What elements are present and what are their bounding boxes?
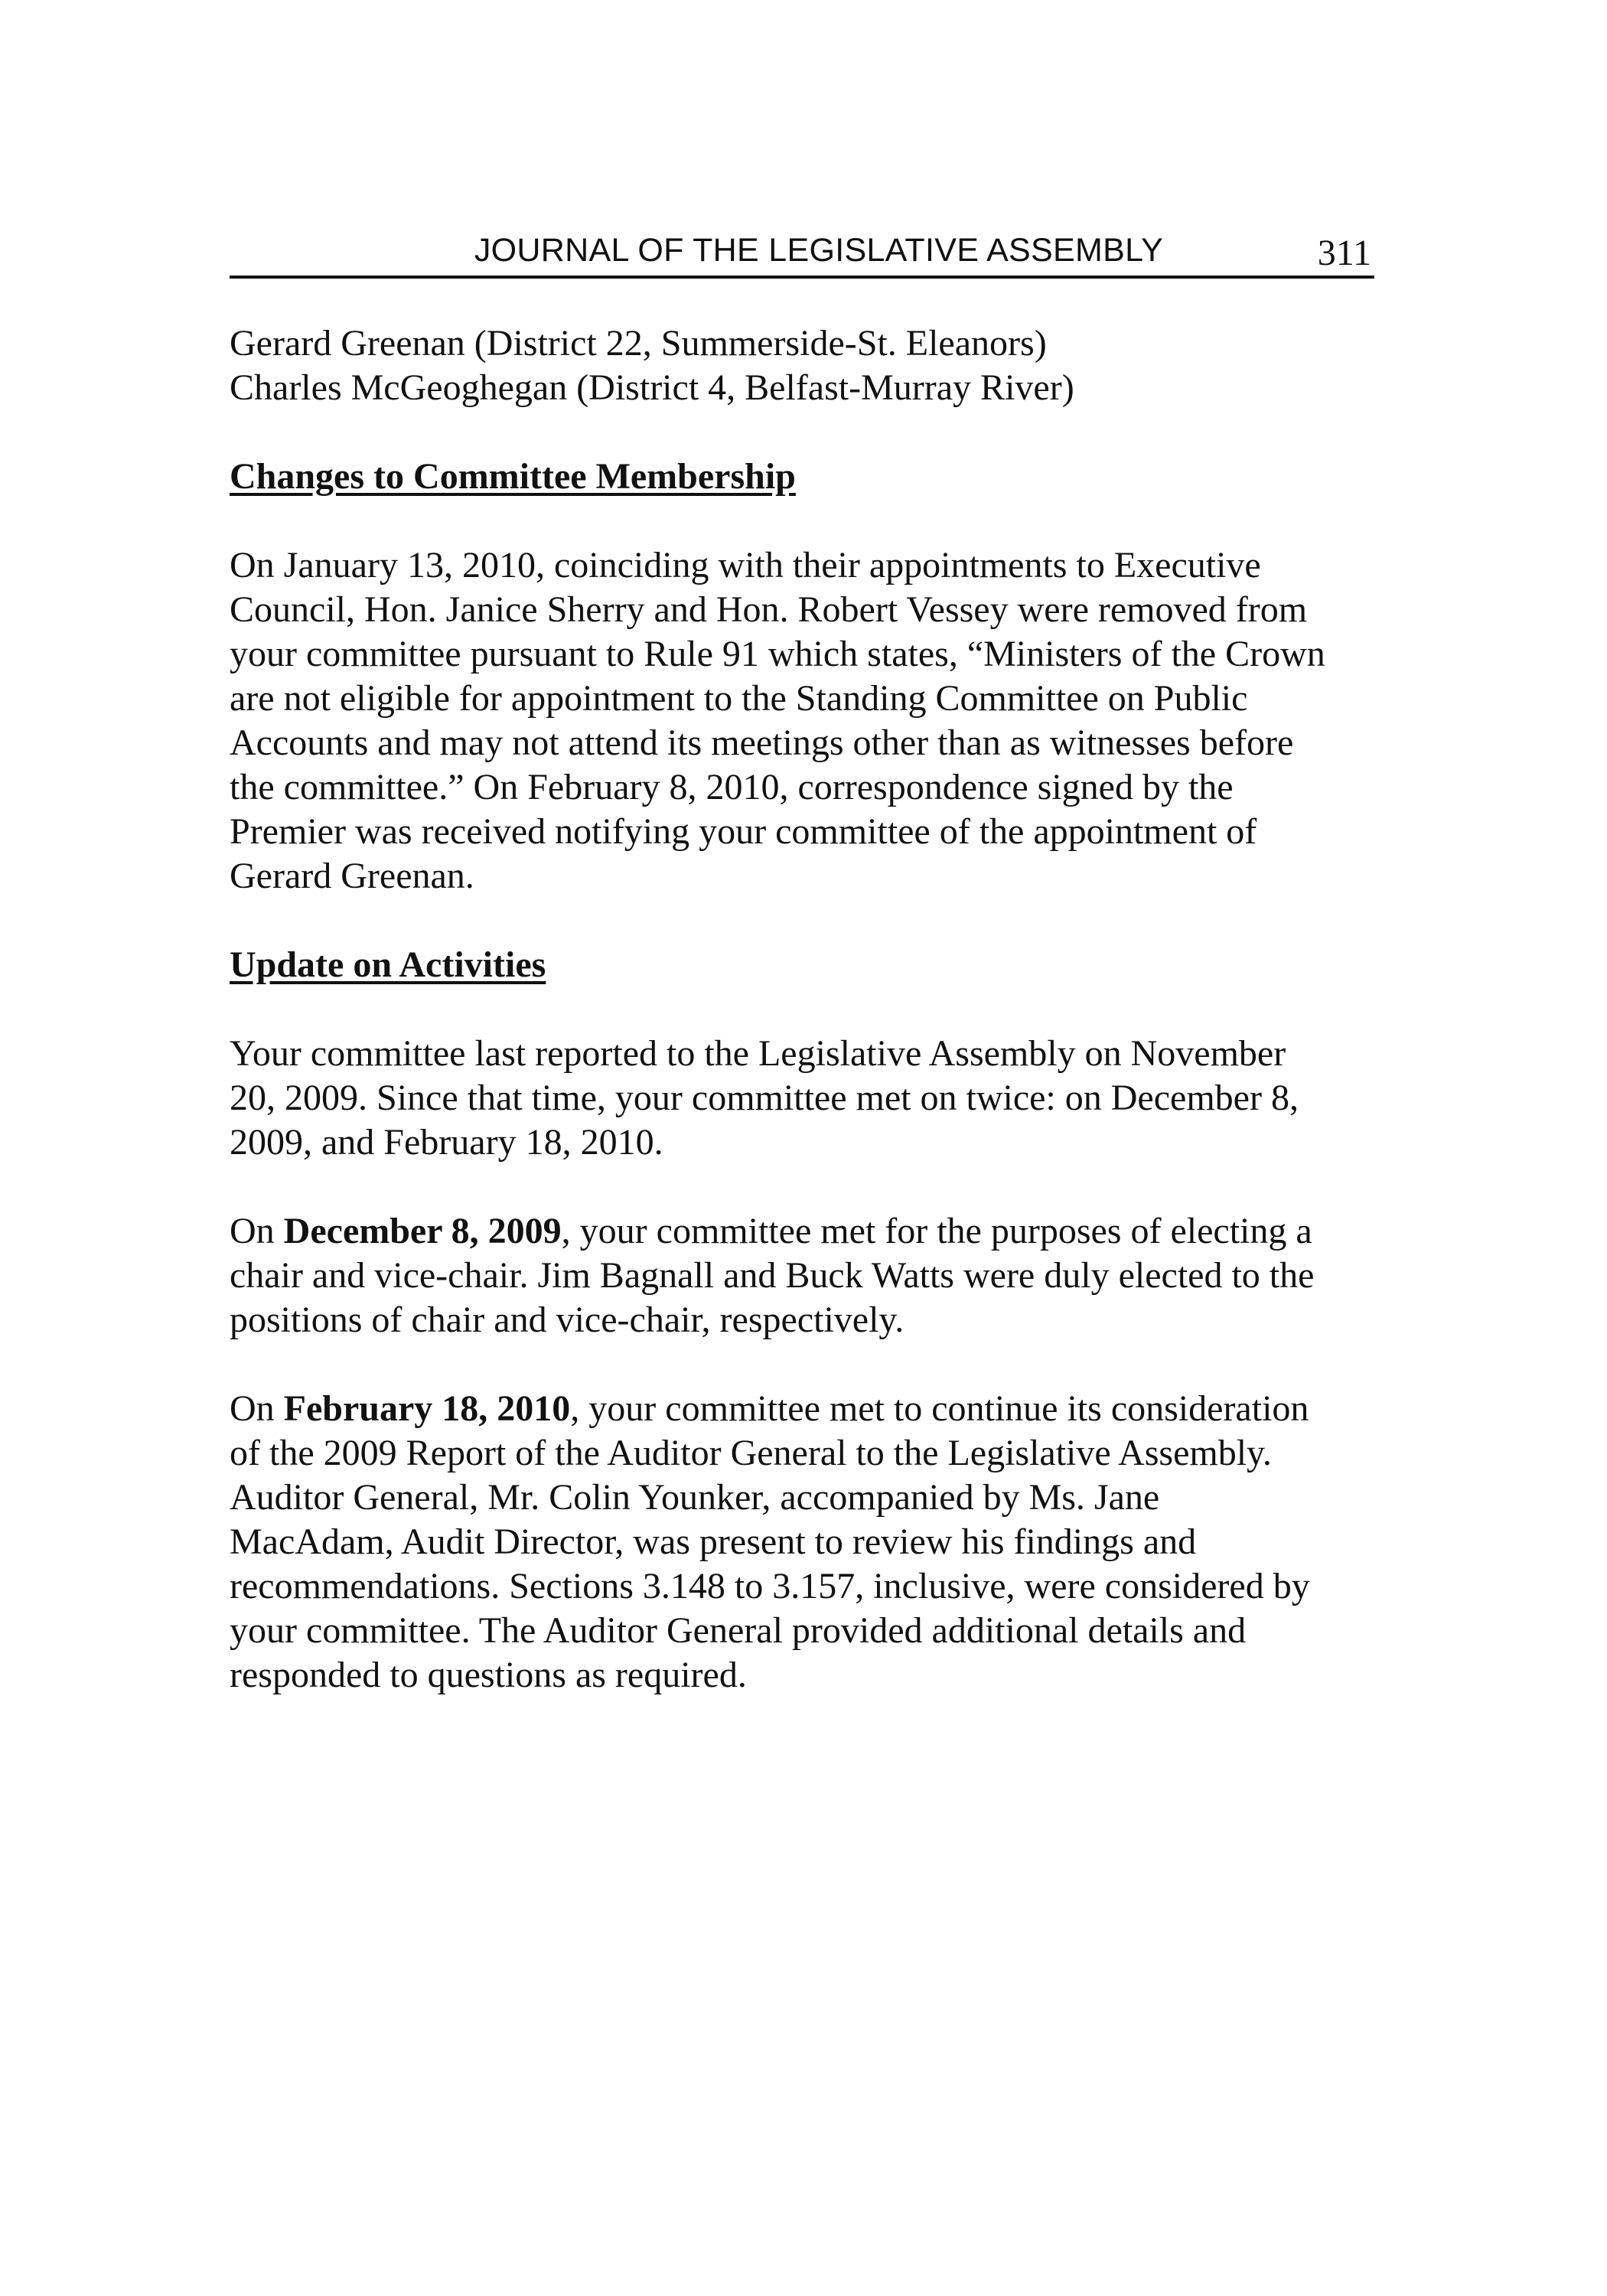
text-prefix: On xyxy=(230,1211,284,1251)
paragraph-line: Accounts and may not attend its meetings other than as witnesses before xyxy=(230,722,1294,763)
member-line: Gerard Greenan (District 22, Summerside-St. Eleanors) xyxy=(230,323,1047,364)
paragraph-line: the committee.” On February 8, 2010, correspondence signed by the xyxy=(230,767,1234,807)
meeting-date: February 18, 2010 xyxy=(283,1388,571,1429)
paragraph-line: 20, 2009. Since that time, your committee met on twice: on December 8, xyxy=(230,1078,1299,1118)
document-body xyxy=(230,321,1393,1698)
paragraph-membership-changes xyxy=(230,543,1393,899)
section-heading-update-activities: Update on Activities xyxy=(230,944,546,985)
section-heading-committee-membership: Changes to Committee Membership xyxy=(230,456,796,497)
paragraph-february-meeting xyxy=(230,1387,1393,1698)
paragraph-line: Premier was received notifying your committee of the appointment of xyxy=(230,811,1257,852)
journal-title: JOURNAL OF THE LEGISLATIVE ASSEMBLY xyxy=(474,232,1164,269)
page-number: 311 xyxy=(1317,233,1371,273)
paragraph-line: Your committee last reported to the Legislative Assembly on November xyxy=(230,1033,1286,1074)
paragraph-december-meeting xyxy=(230,1209,1393,1342)
paragraph-line: On January 13, 2010, coinciding with their appointments to Executive xyxy=(230,545,1261,585)
paragraph-line: positions of chair and vice-chair, respectively. xyxy=(230,1300,905,1340)
paragraph-line: MacAdam, Audit Director, was present to review his findings and xyxy=(230,1521,1197,1562)
meeting-date: December 8, 2009 xyxy=(283,1211,562,1251)
running-header xyxy=(230,227,1374,279)
text-prefix: On xyxy=(230,1388,284,1429)
paragraph-line: chair and vice-chair. Jim Bagnall and Buck Watts were duly elected to the xyxy=(230,1255,1315,1296)
paragraph-line: Auditor General, Mr. Colin Younker, accompanied by Ms. Jane xyxy=(230,1477,1160,1518)
paragraph-line: are not eligible for appointment to the Standing Committee on Public xyxy=(230,678,1248,719)
paragraph-line: responded to questions as required. xyxy=(230,1655,747,1695)
paragraph-last-report xyxy=(230,1032,1393,1165)
paragraph-line: your committee pursuant to Rule 91 which states, “Ministers of the Crown xyxy=(230,634,1325,674)
paragraph-line: 2009, and February 18, 2010. xyxy=(230,1122,663,1163)
text-rest: , your committee met for the purposes of electing a xyxy=(561,1211,1312,1251)
paragraph-line: recommendations. Sections 3.148 to 3.157, inclusive, were considered by xyxy=(230,1566,1310,1606)
paragraph-line: your committee. The Auditor General provided additional details and xyxy=(230,1610,1247,1651)
paragraph-line: Council, Hon. Janice Sherry and Hon. Robert Vessey were removed from xyxy=(230,589,1308,630)
paragraph-line: Gerard Greenan. xyxy=(230,856,474,896)
paragraph-line: of the 2009 Report of the Auditor General to the Legislative Assembly. xyxy=(230,1433,1272,1473)
paragraph-line xyxy=(230,1387,1393,1431)
text-rest: , your committee met to continue its consideration xyxy=(570,1388,1309,1429)
paragraph-line xyxy=(230,1209,1393,1254)
member-line: Charles McGeoghegan (District 4, Belfast-Murray River) xyxy=(230,367,1074,408)
